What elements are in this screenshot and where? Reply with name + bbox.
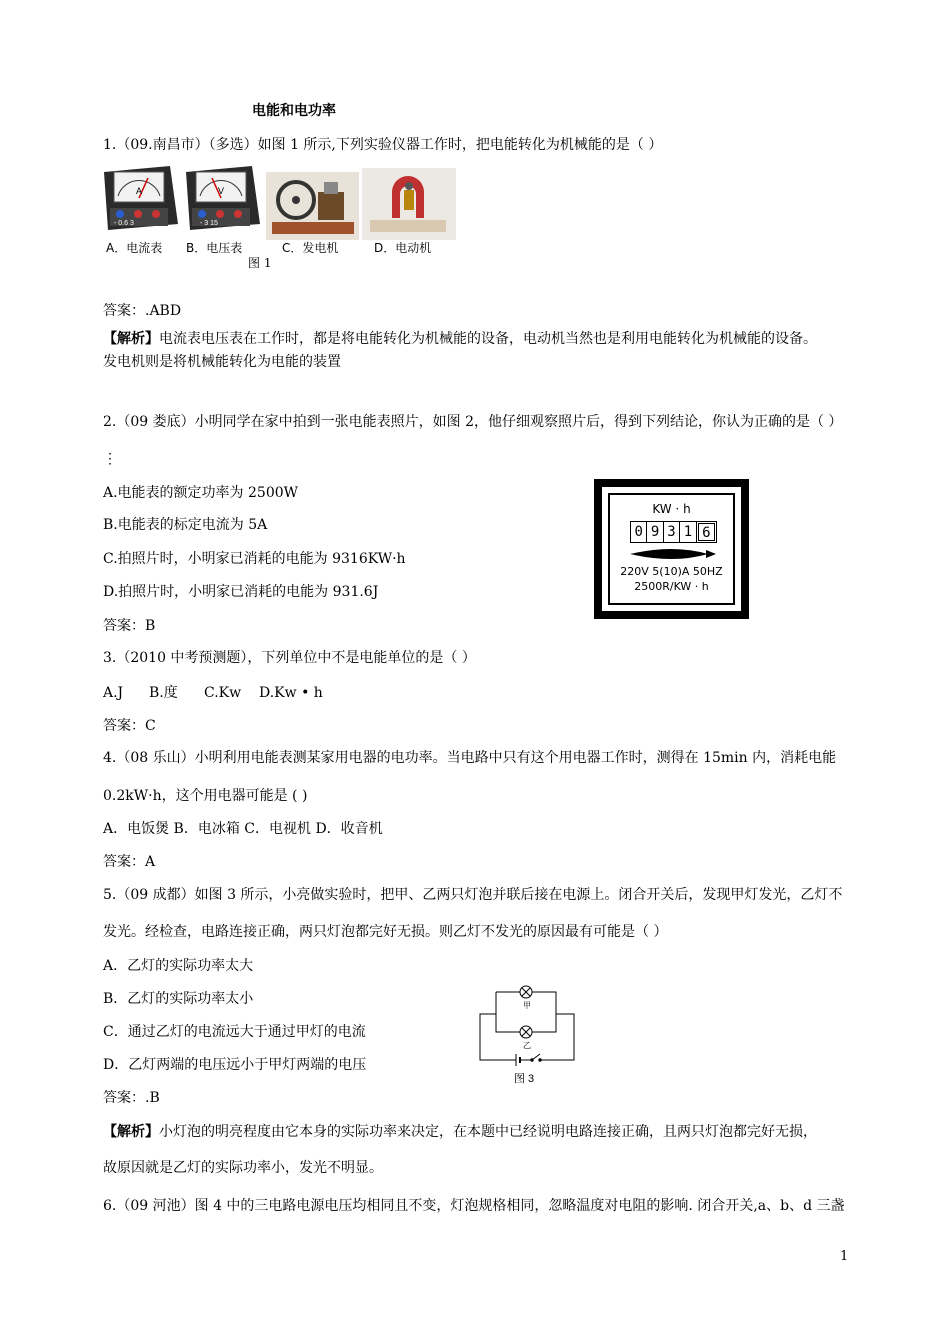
electric-meter-figure [594, 479, 749, 619]
question-2-answer: 答案：B [103, 618, 156, 634]
meter-display [630, 521, 717, 543]
analysis-tag: 【解析】 [103, 331, 159, 347]
voltmeter-image [182, 164, 262, 234]
question-4-answer: 答案：A [103, 854, 156, 870]
question-5-option-a: A．乙灯的实际功率太大 [103, 958, 254, 974]
meter-unit: KW · h [652, 502, 691, 516]
question-1-stem: 1.（09.南昌市）（多选）如图 1 所示,下列实验仪器工作时，把电能转化为机械能的是（ ） [103, 137, 663, 153]
label-generator: C．发电机 [282, 241, 339, 255]
question-5-option-d: D．乙灯两端的电压远小于甲灯两端的电压 [103, 1057, 367, 1073]
figure-1 [100, 164, 460, 274]
question-2-option-c: C.拍照片时，小明家已消耗的电能为 9316KW·h [103, 551, 406, 567]
label-motor: D．电动机 [374, 241, 432, 255]
motor-image [362, 168, 456, 240]
question-3-option-b: B.度 [149, 685, 178, 701]
question-2-stem: 2.（09 娄底）小明同学在家中拍到一张电能表照片，如图 2，他仔细观察照片后，得到下列结论，你认为正确的是（ ） [103, 414, 843, 430]
question-4-options: A．电饭煲 B．电冰箱 C．电视机 D．收音机 [103, 821, 383, 837]
question-2-option-a: A.电能表的额定功率为 2500W [103, 485, 299, 501]
voltmeter-terminal-labels: - 3 15 [200, 220, 218, 227]
question-3-answer: 答案：C [103, 718, 156, 734]
question-4-stem: 4.（08 乐山）小明利用电能表测某家用电器的电功率。当电路中只有这个用电器工作时，测得在 15min 内，消耗电能 [103, 750, 837, 766]
meter-spec-1: 220V 5(10)A 50HZ [620, 565, 723, 578]
question-6-stem: 6.（09 河池）图 4 中的三电路电源电压均相同且不变，灯泡规格相同，忽略温度对电阻的影响. 闭合开关,a、b、d 三盏 [103, 1198, 845, 1214]
ammeter-terminal-labels: - 0.6 3 [114, 220, 134, 227]
meter-digit: 1 [680, 522, 696, 542]
figure-1-caption: 图 1 [248, 256, 272, 270]
lamp-yi-label: 乙 [523, 1041, 531, 1050]
page-number: 1 [840, 1249, 849, 1264]
circuit-figure-3 [472, 980, 582, 1090]
question-5-option-c: C．通过乙灯的电流远大于通过甲灯的电流 [103, 1024, 366, 1040]
question-3-stem: 3.（2010 中考预测题），下列单位中不是电能单位的是（ ） [103, 650, 476, 666]
question-3-option-a: A.J [103, 685, 124, 701]
voltmeter-letter: V [218, 186, 225, 196]
question-1-analysis-line2: 发电机则是将机械能转化为电能的装置 [103, 354, 341, 370]
question-5-analysis-line2: 故原因就是乙灯的实际功率小，发光不明显。 [103, 1160, 383, 1176]
question-2-option-d: D.拍照片时，小明家已消耗的电能为 931.6J [103, 584, 379, 600]
generator-image [266, 172, 359, 240]
question-3-option-c: C.Kw [204, 685, 242, 701]
meter-digit: 3 [664, 522, 680, 542]
analysis-tag: 【解析】 [103, 1124, 159, 1140]
question-5-stem-line2: 发光。经检查，电路连接正确，两只灯泡都完好无损。则乙灯不发光的原因最有可能是（ ） [103, 924, 668, 940]
question-2-option-b: B.电能表的标定电流为 5A [103, 517, 268, 533]
question-1-answer: 答案：.ABD [103, 303, 182, 319]
meter-rotor-icon [628, 547, 718, 561]
question-5-analysis [103, 1125, 817, 1139]
meter-digit: 0 [631, 522, 647, 542]
question-5-stem: 5.（09 成都）如图 3 所示，小亮做实验时，把甲、乙两只灯泡并联后接在电源上。闭合开关后，发现甲灯发光，乙灯不 [103, 887, 843, 903]
ammeter-letter: A [136, 186, 143, 196]
ammeter-image [100, 164, 180, 234]
meter-digit: 6 [698, 523, 715, 541]
question-4-stem-line2: 0.2kW·h，这个用电器可能是 ( ) [103, 788, 308, 804]
meter-digit: 9 [647, 522, 663, 542]
question-3-option-d: D.Kw • h [259, 685, 323, 701]
page-title: 电能和电功率 [252, 103, 336, 119]
analysis-text: 小灯泡的明亮程度由它本身的实际功率来决定，在本题中已经说明电路连接正确，且两只灯泡都完好无损， [159, 1124, 817, 1140]
label-voltmeter: B．电压表 [186, 241, 243, 255]
question-2-dots: ⋮ [103, 451, 117, 467]
meter-spec-2: 2500R/KW · h [634, 580, 709, 593]
figure-3-caption: 图 3 [514, 1073, 535, 1085]
question-1-analysis [103, 332, 817, 346]
question-5-answer: 答案：.B [103, 1090, 160, 1106]
question-5-option-b: B．乙灯的实际功率太小 [103, 991, 254, 1007]
analysis-text: 电流表电压表在工作时，都是将电能转化为机械能的设备，电动机当然也是利用电能转化为机械能的设备。 [159, 331, 817, 347]
label-ammeter: A．电流表 [106, 241, 163, 255]
lamp-jia-label: 甲 [523, 1001, 531, 1010]
